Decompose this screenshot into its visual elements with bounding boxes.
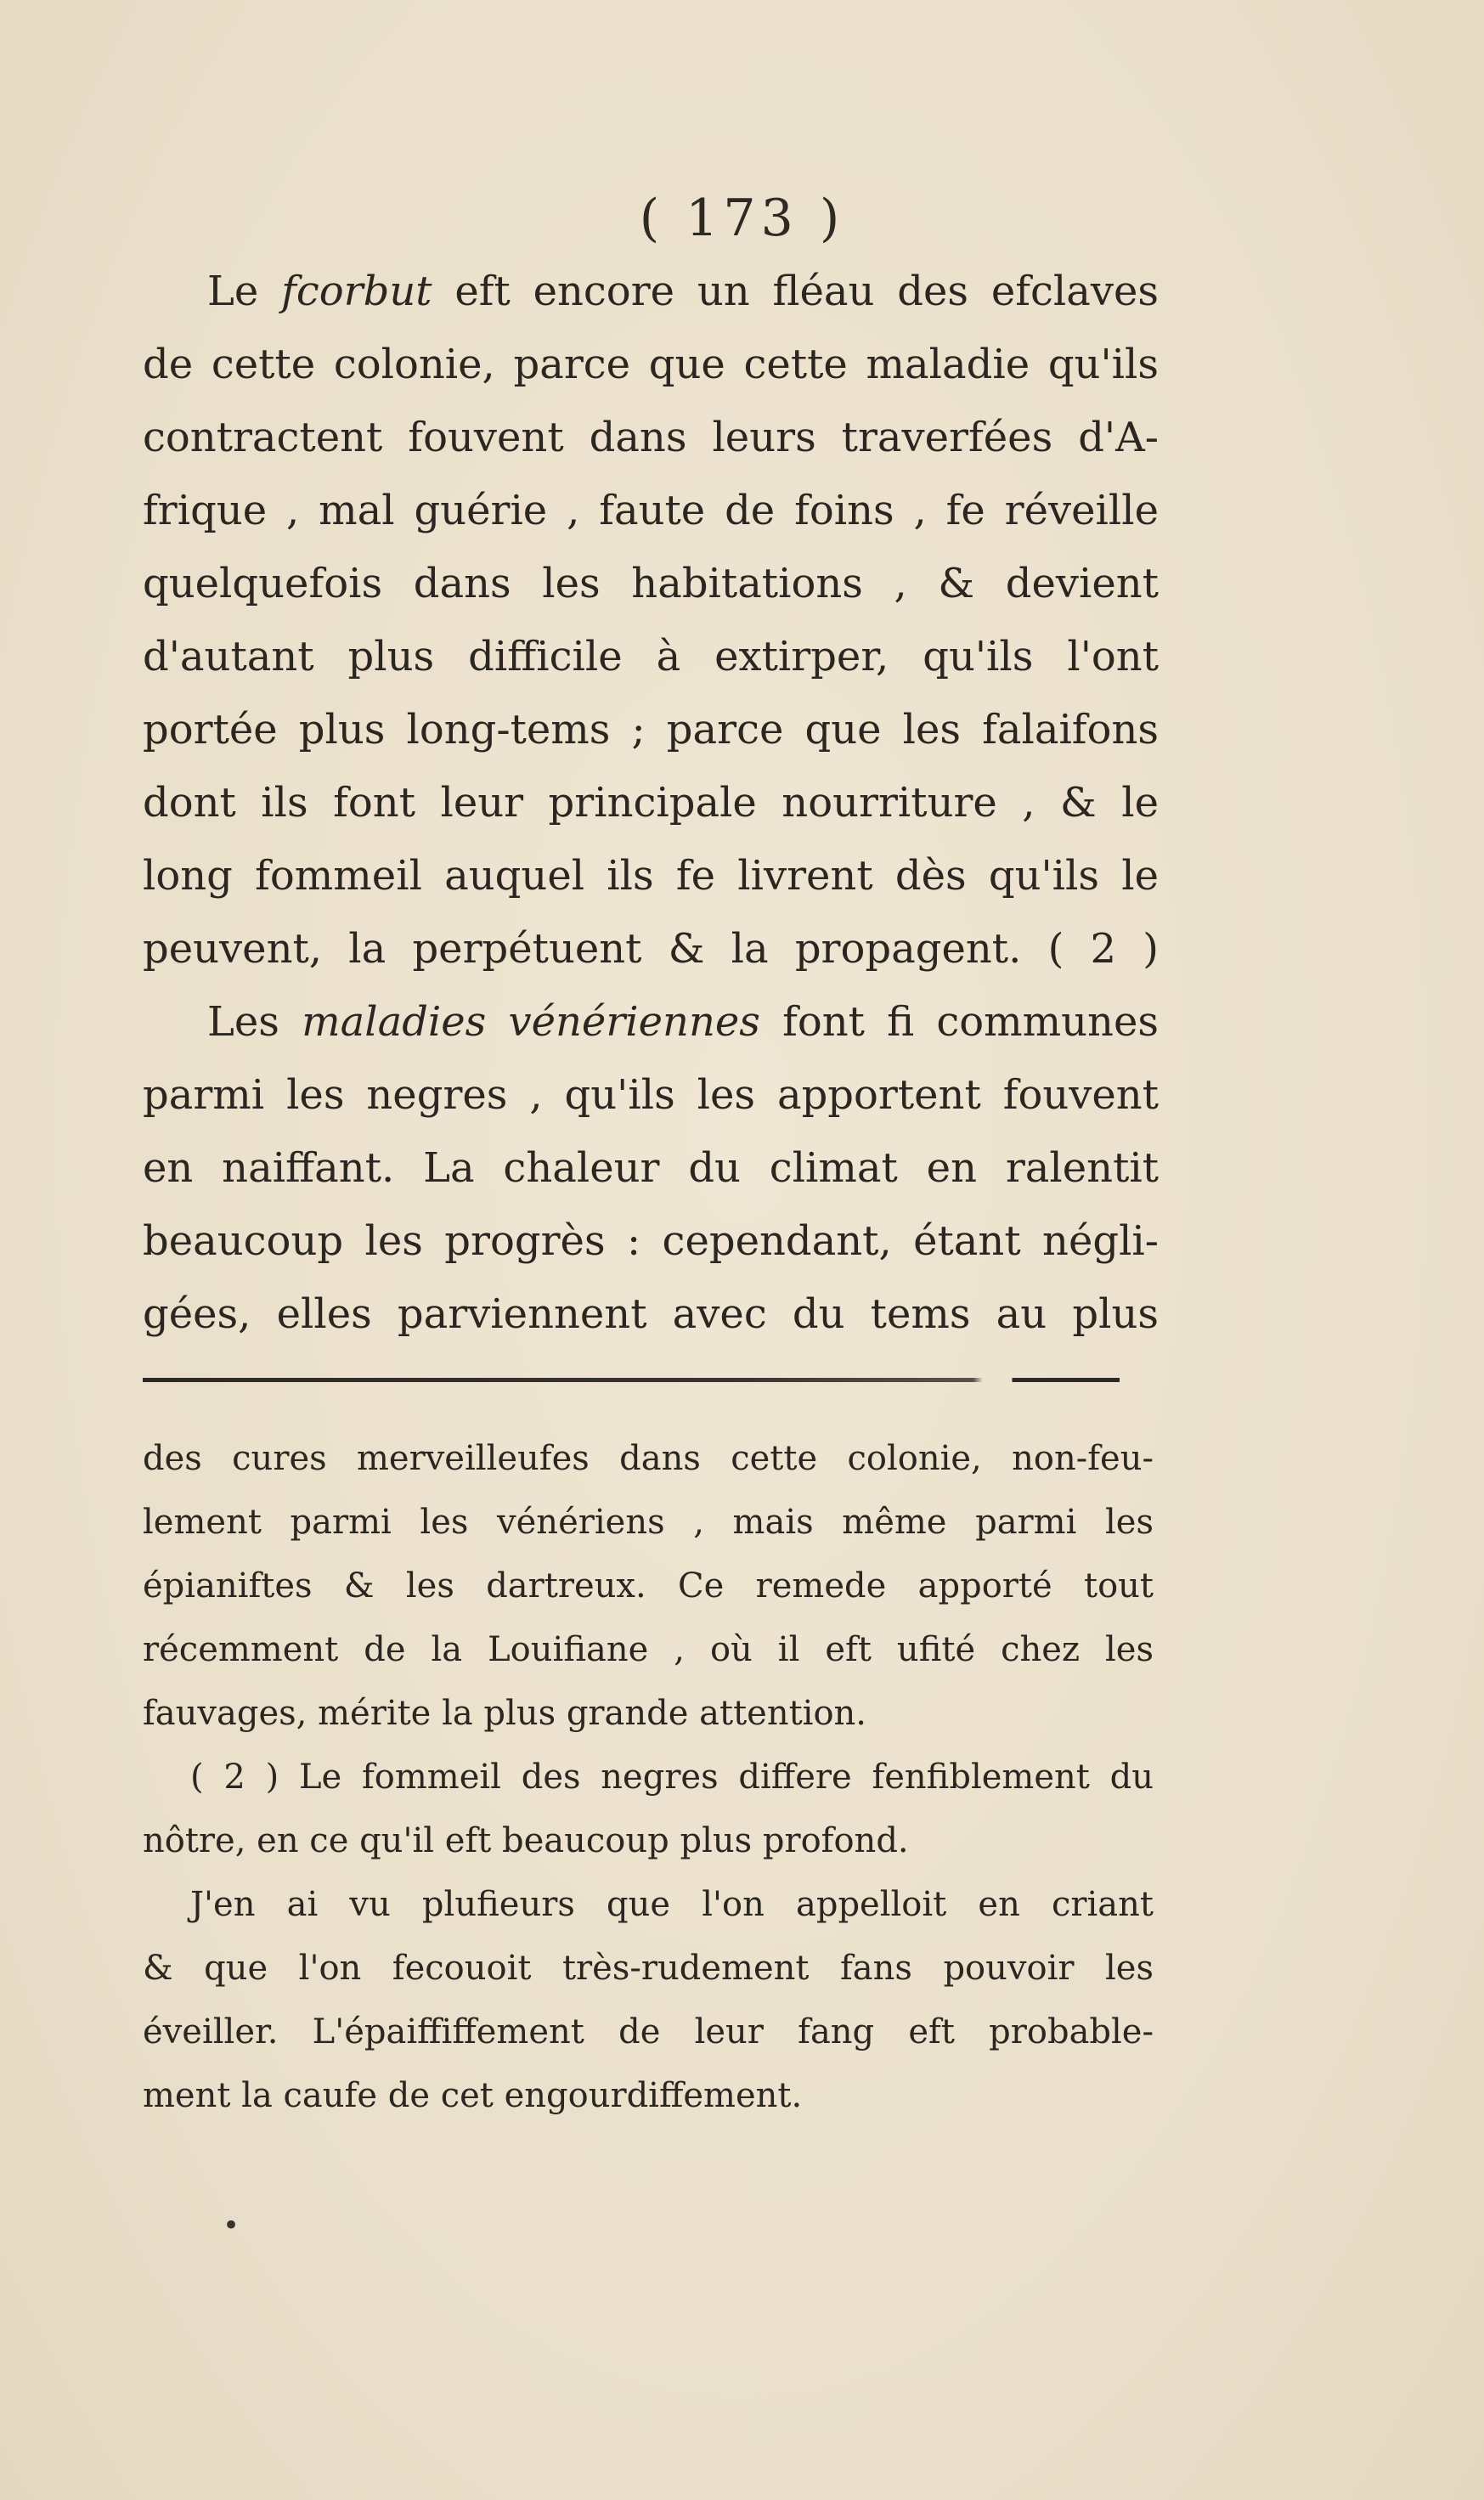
text-line: long fommeil auquel ils fe livrent dès qu'ils le <box>143 852 1159 900</box>
text-segment: eft encore un fléau des efclaves <box>432 268 1159 315</box>
footnote-line: récemment de la Louifiane , où il eft ufité chez les <box>143 1630 1154 1669</box>
text-line: contractent fouvent dans leurs traverfées d'A- <box>143 414 1159 461</box>
italic-term: maladies vénériennes <box>302 998 760 1046</box>
italic-term: fcorbut <box>281 268 432 315</box>
footnote-line: des cures merveilleufes dans cette colonie, non-feu- <box>143 1439 1154 1478</box>
main-text <box>143 255 1159 1351</box>
footnotes <box>143 1427 1154 2128</box>
page-number: ( 173 ) <box>639 189 845 248</box>
footnote-line: éveiller. L'épaiffiffement de leur fang eft probable- <box>143 2012 1154 2051</box>
text-line: d'autant plus difficile à extirper, qu'ils l'ont <box>143 633 1159 680</box>
footnote-line: fauvages, mérite la plus grande attention. <box>143 1694 867 1733</box>
text-line: dont ils font leur principale nourriture , & le <box>143 779 1159 827</box>
footnote-line: nôtre, en ce qu'il eft beaucoup plus profond. <box>143 1821 909 1860</box>
footnote-line: & que l'on fecouoit très-rudement fans pouvoir les <box>143 1949 1154 1988</box>
text-line: gées, elles parviennent avec du tems au plus <box>143 1290 1159 1338</box>
text-line: parmi les negres , qu'ils les apportent fouvent <box>143 1071 1159 1119</box>
footnote-line: lement parmi les vénériens , mais même parmi les <box>143 1503 1154 1542</box>
footnote-line: J'en ai vu plufieurs que l'on appelloit en criant <box>190 1885 1154 1924</box>
footnote-line: épianiftes & les dartreux. Ce remede apporté tout <box>143 1566 1154 1606</box>
footnote-line: ment la caufe de cet engourdiffement. <box>143 2076 803 2115</box>
text-line: en naiffant. La chaleur du climat en ralentit <box>143 1144 1159 1192</box>
text-segment: font fi communes <box>759 998 1159 1046</box>
text-line: de cette colonie, parce que cette maladie qu'ils <box>143 341 1159 388</box>
footnote-separator <box>143 1378 1120 1382</box>
text-line: frique , mal guérie , faute de foins , fe réveille <box>143 487 1159 534</box>
ink-speck-icon: • <box>223 2209 240 2243</box>
text-line: beaucoup les progrès : cependant, étant négli- <box>143 1217 1159 1265</box>
text-line: peuvent, la perpétuent & la propagent. ( 2 ) <box>143 925 1159 973</box>
text-line <box>143 255 1159 328</box>
text-segment: Les <box>207 998 302 1046</box>
text-line: portée plus long-tems ; parce que les falaifons <box>143 706 1159 753</box>
text-line: quelquefois dans les habitations , & devient <box>143 560 1159 607</box>
text-line <box>143 985 1159 1058</box>
text-segment: Le <box>207 268 282 315</box>
footnote-line: ( 2 ) Le fommeil des negres differe fenfiblement du <box>190 1758 1154 1797</box>
